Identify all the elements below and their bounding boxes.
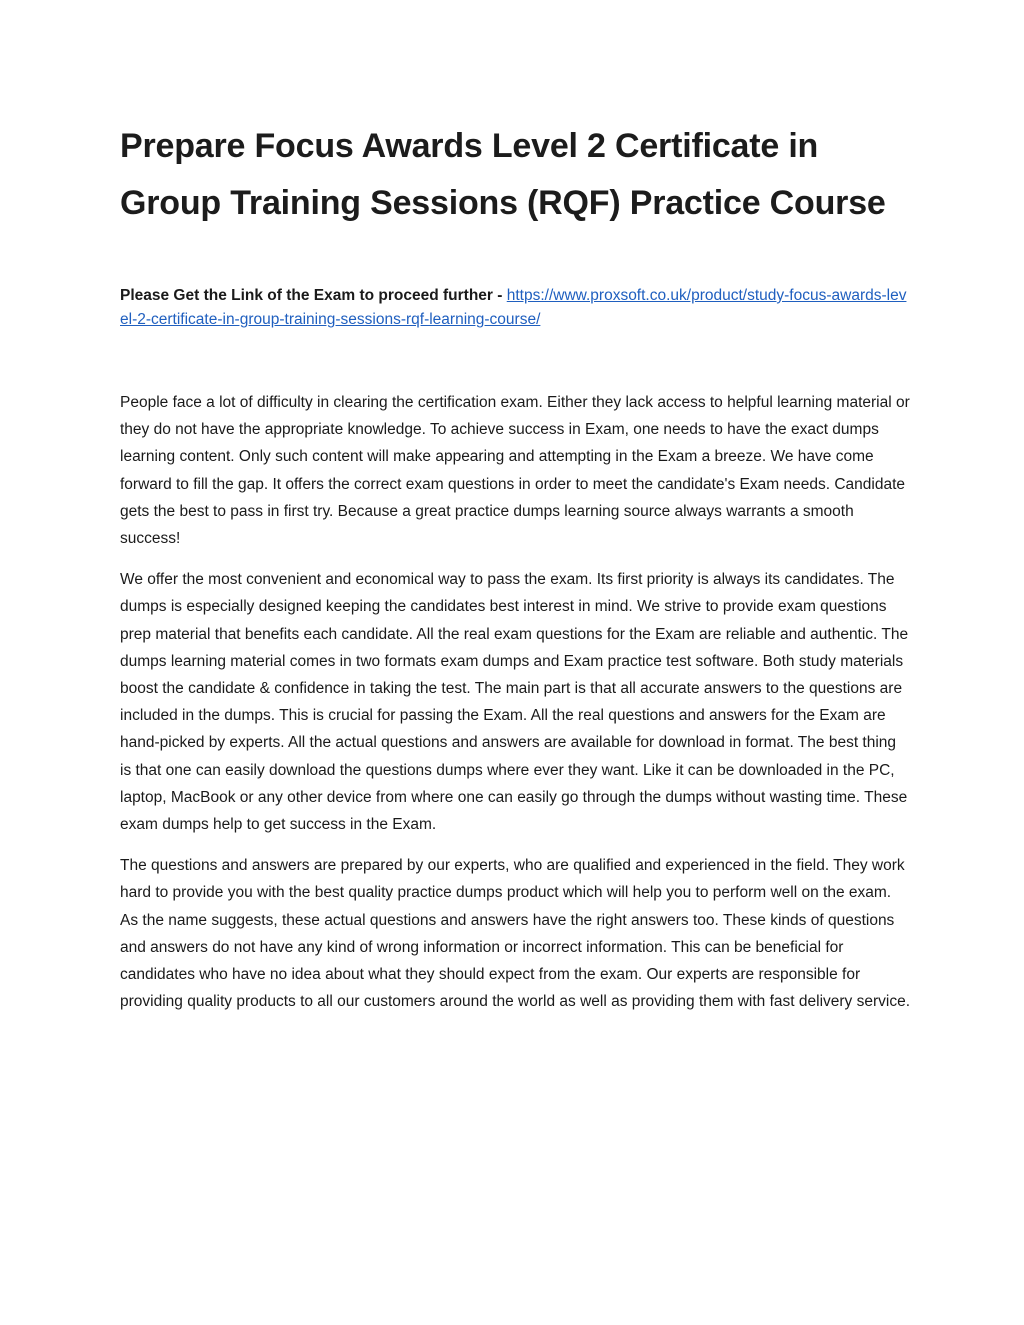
page-title: Prepare Focus Awards Level 2 Certificate in Group Training Sessions (RQF) Practice Course xyxy=(120,127,886,222)
paragraph-intro: People face a lot of difficulty in clearing the certification exam. Either they lack access to helpful learning material or they do not have the appropriate knowledge. To achieve success in Exam, one needs to have the exact dumps learning content. Only such content will make appearing and attempting in the Exam a breeze. We have come forward to fill the gap. It offers the correct exam questions in order to meet the candidate's Exam needs. Candidate gets the best to pass in first try. Because a great practice dumps learning source always warrants a smooth success! xyxy=(120,394,910,548)
exam-link-lead: Please Get the Link of the Exam to proceed further - xyxy=(120,287,503,304)
document-page xyxy=(120,118,910,1015)
paragraph-offer: We offer the most convenient and economical way to pass the exam. Its first priority is always its candidates. The dumps is especially designed keeping the candidates best interest in mind. We strive to provide exam questions prep material that benefits each candidate. All the real exam questions for the Exam are reliable and authentic. The dumps learning material comes in two formats exam dumps and Exam practice test software. Both study materials boost the candidate & confidence in taking the test. The main part is that all accurate answers to the questions are included in the dumps. This is crucial for passing the Exam. All the real questions and answers for the Exam are hand-picked by experts. All the actual questions and answers are available for download in format. The best thing is that one can easily download the questions dumps where ever they want. Like it can be downloaded in the PC, laptop, MacBook or any other device from where one can easily go through the dumps without wasting time. These exam dumps help to get success in the Exam. xyxy=(120,571,909,834)
paragraph-experts: The questions and answers are prepared by our experts, who are qualified and experienced in the field. They work hard to provide you with the best quality practice dumps product which will help you to perform well on the exam. As the name suggests, these actual questions and answers have the right answers too. These kinds of questions and answers do not have any kind of wrong information or incorrect information. This can be beneficial for candidates who have no idea about what they should expect from the exam. Our experts are responsible for providing quality products to all our customers around the world as well as providing them with fast delivery service. xyxy=(120,857,911,1011)
exam-link-section xyxy=(120,284,910,332)
exam-link[interactable]: https://www.proxsoft.co.uk/product/study-focus-awards-level-2-certificate-in-group-training-sessions-rqf-learning-course/ xyxy=(120,287,907,328)
